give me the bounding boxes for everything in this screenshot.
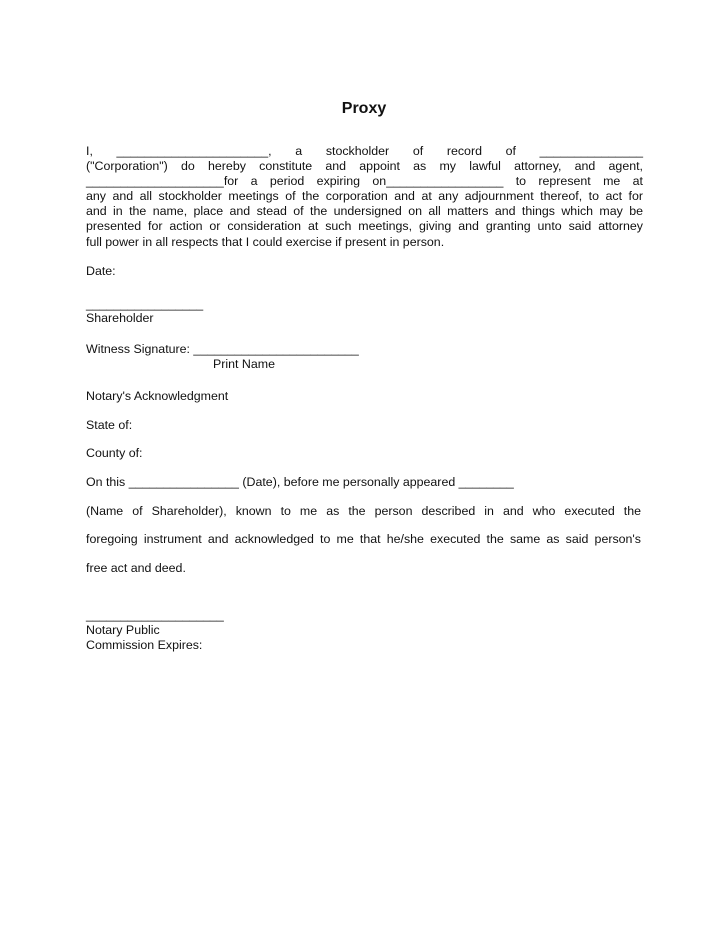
paragraph-line: I, ______________________, a stockholder of record of _______________ [86, 144, 643, 158]
paragraph-line: and in the name, place and stead of the undersigned on all matters and things which may be [86, 204, 643, 219]
document-title: Proxy [341, 100, 387, 117]
paragraph-line: ("Corporation") do hereby constitute and appoint as my lawful attorney, and agent, [86, 159, 643, 174]
acknowledgment-line: free act and deed. [86, 561, 186, 575]
notary-signature-line: ____________________ [86, 608, 224, 622]
commission-expires-label: Commission Expires: [86, 638, 203, 652]
notary-public-label: Notary Public [86, 623, 160, 637]
paragraph-line: presented for action or consideration at such meetings, giving and granting unto said attorney [86, 219, 643, 234]
paragraph-line: any and all stockholder meetings of the corporation and at any adjournment thereof, to act for [86, 189, 643, 204]
date-label: Date: [86, 264, 116, 278]
state-label: State of: [86, 418, 133, 432]
notary-acknowledgment-heading: Notary's Acknowledgment [86, 389, 229, 403]
witness-signature-label: Witness Signature: ________________________ [86, 342, 359, 356]
paragraph-line: full power in all respects that I could exercise if present in person. [86, 234, 445, 249]
acknowledgment-line: (Name of Shareholder), known to me as the person described in and who executed the [86, 504, 641, 518]
proxy-paragraph [86, 144, 643, 250]
shareholder-signature-line: _________________ [86, 297, 204, 311]
acknowledgment-line: foregoing instrument and acknowledged to me that he/she executed the same as said person's [86, 532, 641, 546]
shareholder-label: Shareholder [86, 311, 154, 325]
print-name-label: Print Name [213, 357, 275, 371]
on-this-line: On this ________________ (Date), before me personally appeared ________ [86, 475, 514, 489]
paragraph-line: ____________________for a period expiring on_________________ to represent me at [86, 174, 643, 189]
county-label: County of: [86, 446, 143, 460]
